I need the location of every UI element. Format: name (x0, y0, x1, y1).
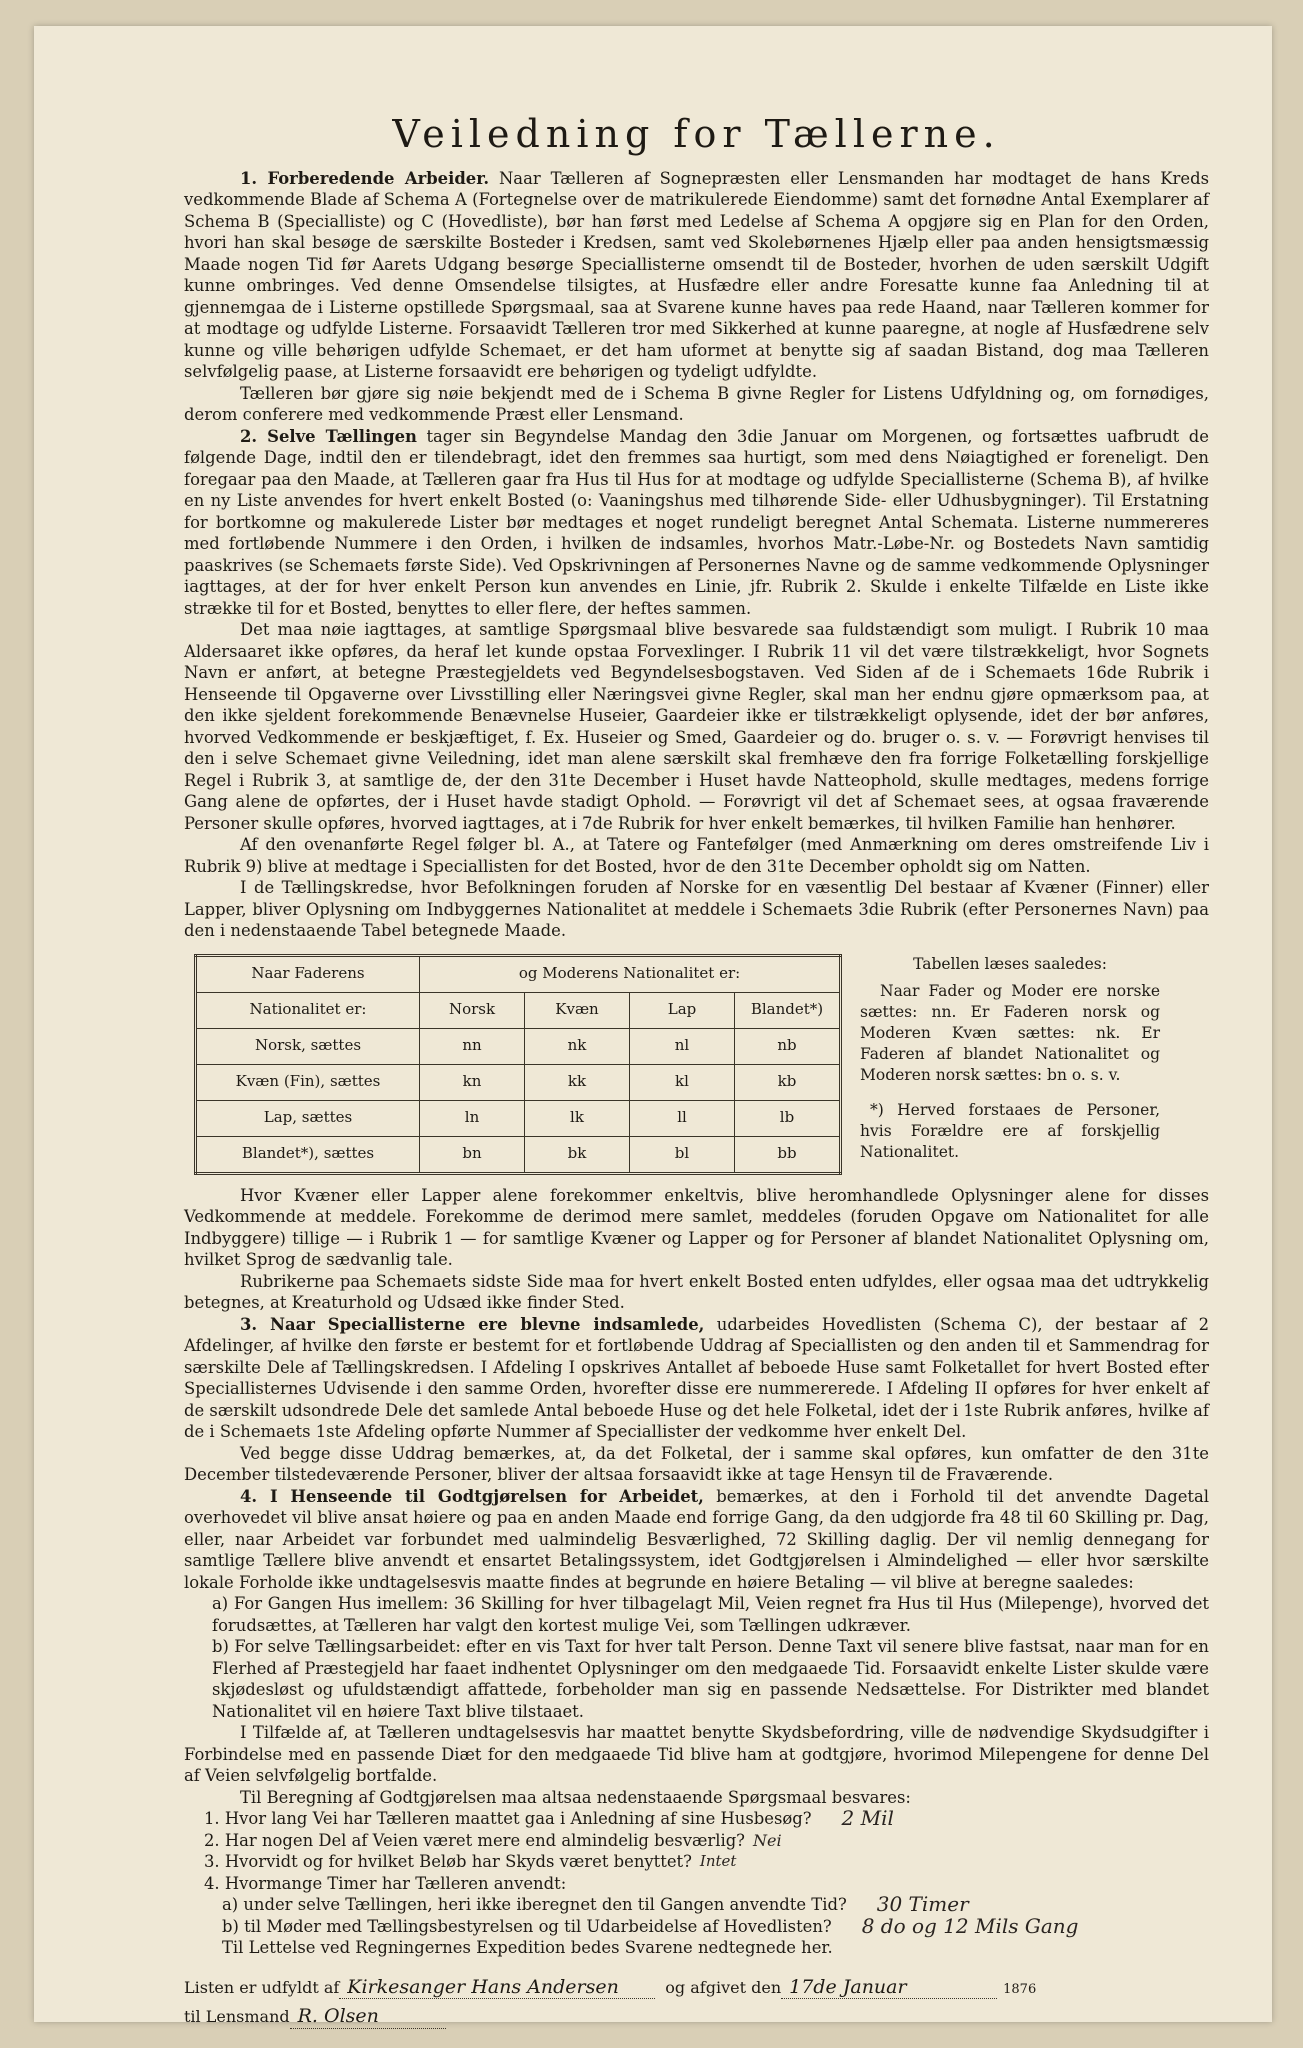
table-cell: bl (630, 1136, 735, 1173)
table-cell: bk (525, 1136, 630, 1173)
answer-2: Nei (752, 1830, 782, 1850)
question-3 (204, 1851, 1209, 1873)
section-1-paragraph-2: Tælleren bør gjøre sig nøie bekjendt med de i Schema B givne Regler for Listens Udfyldning og, om fornødiges, derom conferere med vedkommende Præst eller Lensmand. (184, 383, 1209, 424)
section-4-item-a: a) For Gangen Hus imellem: 36 Skilling for hver tilbagelagt Mil, Veien regnet fra Hus til Hus (Milepenge), hvorved det forudsættes, at Tælleren har valgt den kortest mulige Vei, som Tællingen udkræver. (212, 1594, 1209, 1635)
section-1-text: Naar Tælleren af Sognepræsten eller Lensmanden har modtaget de hans Kreds vedkommende Blade af Schema A (Fortegnelse over de matrikulerede Eiendomme) samt det fornødne Antal Exemplarer af Schema B (Specialliste) og C (Hovedliste), bør han først med Ledelse af Schema A opgjøre sig en Plan for den Orden, hvori han skal besøge de særskilte Bosteder i Kredsen, samt ved Skolebørnenes Hjælp eller paa anden hensigtsmæssig Maade nogen Tid før Aarets Udgang besørge Speciallisterne omsendt til de Bosteder, hvorhen de uden særskilt Udgift kunne ombringes. Ved denne Omsendelse tilsigtes, at Husfædre eller andre Foresatte kunne faa Anledning til at gjennemgaa de i Listerne opstillede Spørgsmaal, saa at Svarene kunne haves paa rede Haand, naar Tælleren kommer for at modtage og udfylde Listerne. Forsaavidt Tælleren tror med Sikkerhed at kunne paaregne, at nogle af Husfædrene selv kunne og ville behørigen udfylde Schemaet, er det ham uformet at benytte sig af saadan Bistand, dog maa Tælleren selvfølgelig paase, at Listerne forsaavidt ere behørigen og tydeligt udfyldte. (184, 168, 1209, 381)
question-1 (204, 1808, 1209, 1830)
nationality-section (194, 954, 1209, 1175)
section-3-text: udarbeides Hovedlisten (Schema C), der bestaar af 2 Afdelinger, af hvilke den første er bestemt for et fortløbende Uddrag af Speciallisten og den anden til et Sammendrag for særskilte Dele af Tællingskredsen. I Afdeling I opskrives Antallet af beboede Huse samt Folketallet for hvert Bosted efter Speciallisternes Udvisende i den samme Orden, hvorefter disse ere nummererede. I Afdeling II opføres for hver enkelt af de særskilt udsondrede Dele det samlede Antal beboede Huse og det hele Folketal, idet der i 1ste Rubrik anføres, hvilke af de i Schemaets 1ste Afdeling opførte Nummer af Speciallister der vedkomme hver enkelt Del. (184, 1314, 1209, 1441)
question-list (204, 1808, 1209, 1959)
table-cell: nb (735, 1028, 841, 1064)
filled-by-name: Kirkesanger Hans Andersen (339, 1977, 655, 2000)
question-text: 3. Hvorvidt og for hvilket Beløb har Skyds været benyttet? (204, 1852, 692, 1871)
date-label: og afgivet den (665, 1977, 782, 1997)
col-header: Blandet*) (735, 992, 841, 1028)
section-4-paragraph-3: Til Beregning af Godtgjørelsen maa altsaa nedenstaaende Spørgsmaal besvares: (240, 1787, 911, 1807)
table-cell: lb (735, 1100, 841, 1136)
answer-3: Intet (699, 1852, 737, 1870)
nationality-table (194, 954, 842, 1175)
section-2-paragraph-2: Det maa nøie iagttages, at samtlige Spørgsmaal blive besvarede saa fuldstændigt som muligt. I Rubrik 10 maa Aldersaaret ikke opføres, da heraf let kunde opstaa Forvexlinger. I Rubrik 11 vil det være tilstrækkeligt, hvor Sognets Navn er anført, at betegne Præstegjeldets ved Begyndelsesbogstaven. Ved Siden af de i Schemaets 16de Rubrik i Henseende til Opgaverne over Livsstilling eller Næringsvei givne Regler, skal man her endnu gjøre opmærksom paa, at den ikke sjeldent forekommende Benævnelse Huseier, Gaardeier ikke er tilstrækkeligt oplysende, idet der bør anføres, hvorved Vedkommende er beskjæftiget, f. Ex. Huseier og Smed, Gaardeier og do. bruger o. s. v. — Forøvrigt henvises til den i selve Schemaet givne Veiledning, idet man alene særskilt skal fremhæve den fra forrige Folketælling forskjellige Regel i Rubrik 3, at samtlige de, der den 31te December i Huset havde Natteophold, skulle medtages, medens forrige Gang alene de opførtes, der i Huset havde stadigt Ophold. — Forøvrigt vil det af Schemaet sees, at ogsaa fraværende Personer skulle opføres, hvorved iagttages, at i 7de Rubrik for hver enkelt bemærkes, til hvilken Familie han henhører. (184, 620, 1209, 833)
answer-4b: 8 do og 12 Mils Gang (861, 1913, 1079, 1938)
section-1 (184, 168, 1209, 383)
table-row (196, 1028, 841, 1064)
table-cell: ll (630, 1100, 735, 1136)
section-3-heading: 3. Naar Speciallisterne ere blevne indsamlede, (240, 1314, 705, 1334)
year: 1876 (1003, 1981, 1037, 1997)
header-father-1: Naar Faderens (196, 955, 420, 992)
table-legend (860, 954, 1160, 1175)
section-3 (184, 1314, 1209, 1443)
section-2-paragraph-6: Rubrikerne paa Schemaets sidste Side maa for hvert enkelt Bosted enten udfyldes, eller ogsaa maa det udtrykkelig betegnes, at Kreaturhold og Udsæd ikke finder Sted. (184, 1271, 1209, 1312)
section-2-heading: 2. Selve Tællingen (240, 426, 417, 446)
table-row (196, 1064, 841, 1100)
section-4-paragraph-2: I Tilfælde af, at Tælleren undtagelsesvis har maattet benytte Skydsbefordring, ville de nødvendige Skydsudgifter i Forbindelse med en passende Diæt for den medgaaede Tid blive ham at godtgjøre, hvorimod Milepengene for denne Del af Veien selvfølgelig bortfalde. (184, 1723, 1209, 1785)
row-label: Norsk, sættes (196, 1028, 420, 1064)
lensmand-label: til Lensmand (184, 2007, 290, 2026)
instructions-text (184, 96, 1209, 2029)
question-text: 2. Har nogen Del af Veien været mere end almindelig besværlig? (204, 1830, 745, 1850)
table-cell: kn (420, 1064, 525, 1100)
question-text: 1. Hvor lang Vei har Tælleren maattet gaa i Anledning af sine Husbesøg? (204, 1809, 812, 1828)
table-cell: nk (525, 1028, 630, 1064)
section-2-paragraph-5: Hvor Kvæner eller Lapper alene forekommer enkeltvis, blive heromhandlede Oplysninger alene for disses Vedkommende at meddele. Forekomme de derimod mere samlet, meddeles (foruden Opgave om Nationalitet for alle Indbyggere) tillige — i Rubrik 1 — for samtlige Kvæner og Lapper og for Personer af blandet Nationalitet Oplysning om, hvilket Sprog de sædvanlig tale. (184, 1185, 1209, 1269)
col-header: Norsk (420, 992, 525, 1028)
legend-footnote: *) Herved forstaaes de Personer, hvis Forældre ere af forskjellig Nationalitet. (860, 1100, 1160, 1161)
table-row (196, 1100, 841, 1136)
page-title: Veiledning for Tællerne. (392, 112, 1001, 156)
table-cell: nn (420, 1028, 525, 1064)
filled-by-label: Listen er udfyldt af (184, 1977, 340, 1997)
header-mother: og Moderens Nationalitet er: (420, 955, 841, 992)
answer-1: 2 Mil (841, 1806, 894, 1830)
table-cell: kk (525, 1064, 630, 1100)
question-text: a) under selve Tællingen, heri ikke iberegnet den til Gangen anvendte Tid? (222, 1895, 847, 1914)
question-4 (204, 1873, 1209, 1895)
header-father-2: Nationalitet er: (196, 992, 420, 1028)
section-3-paragraph-2: Ved begge disse Uddrag bemærkes, at, da det Folketal, der i samme skal opføres, kun omfatter de den 31te December tilstedeværende Personer, bliver der altsaa forsaavidt ikke at tage Hensyn til de Fraværende. (184, 1443, 1209, 1484)
question-text: b) til Møder med Tællingsbestyrelsen og til Udarbeidelse af Hovedlisten? (222, 1916, 832, 1936)
closing-note (222, 1937, 1209, 1959)
section-4 (184, 1486, 1209, 1594)
col-header: Kvæn (525, 992, 630, 1028)
table-cell: lk (525, 1100, 630, 1136)
row-label: Lap, sættes (196, 1100, 420, 1136)
legend-text: Naar Fader og Moder ere norske sættes: nn. Er Faderen norsk og Moderen Kvæn sættes: nk. Er Faderen af blandet Nationalitet og Moderen norsk sættes: bn o. s. v. (860, 981, 1160, 1084)
table-cell: kl (630, 1064, 735, 1100)
question-2 (204, 1830, 1209, 1852)
table-cell: kb (735, 1064, 841, 1100)
table-row (196, 1136, 841, 1173)
table-cell: ln (420, 1100, 525, 1136)
col-header: Lap (630, 992, 735, 1028)
legend-heading: Tabellen læses saaledes: (913, 954, 1107, 973)
date-value: 17de Januar (781, 1977, 997, 2000)
section-1-heading: 1. Forberedende Arbeider. (240, 168, 490, 188)
row-label: Kvæn (Fin), sættes (196, 1064, 420, 1100)
section-2 (184, 426, 1209, 620)
section-4-heading: 4. I Henseende til Godtgjørelsen for Arbeidet, (240, 1486, 704, 1506)
answer-4a: 30 Timer (876, 1892, 969, 1916)
table-cell: bn (420, 1136, 525, 1173)
section-2-text: tager sin Begyndelse Mandag den 3die Januar om Morgenen, og fortsættes uafbrudt de følgende Dage, indtil den er tilendebragt, idet den fremmes saa hurtigt, som med dens Nøiagtighed er foreneligt. Den foregaar paa den Maade, at Tælleren gaar fra Hus til Hus for at modtage og udfylde Speciallisterne (Schema B), af hvilke en ny Liste anvendes for hvert enkelt Bosted (o: Vaaningshus med tilhørende Side- eller Udhusbygninger). Til Erstatning for bortkomne og makulerede Lister bør medtages et noget rundeligt beregnet Antal Schemata. Listerne nummereres med fortløbende Nummere i den Orden, i hvilken de indsamles, hvorhos Matr.-Løbe-Nr. og Bostedets Navn samtidig paaskrives (se Schemaets første Side). Ved Opskrivningen af Personernes Navne og de samme vedkommende Oplysninger iagttages, at der for hver enkelt Person kun anvendes en Linie, jfr. Rubrik 2. Skulde i enkelte Tilfælde en Liste ikke strække til for et Bosted, benyttes to eller flere, der heftes sammen. (184, 426, 1209, 618)
bleed-through-text (64, 96, 69, 111)
table-cell: bb (735, 1136, 841, 1173)
lensmand-name: R. Olsen (290, 2006, 446, 2029)
signature-line (184, 1977, 1209, 2001)
section-4-item-b: b) For selve Tællingsarbeidet: efter en vis Taxt for hver talt Person. Denne Taxt vil senere blive fastsat, naar man for en Flerhed af Præstegjeld har faaet indhentet Oplysninger om den medgaaede Tid. Forsaavidt enkelte Lister skulde være skjødesløst og ufuldstændigt affattede, forbeholder man sig en passende Nedsættelse. For Distrikter med blandet Nationalitet vil en høiere Taxt blive tilstaaet. (212, 1637, 1209, 1721)
section-2-paragraph-3: Af den ovenanførte Regel følger bl. A., at Tatere og Fantefølger (med Anmærkning om deres omstreifende Liv i Rubrik 9) blive at medtage i Speciallisten for det Bosted, hvor de den 31te December opholdt sig om Natten. (184, 835, 1209, 876)
section-4-text: bemærkes, at den i Forhold til det anvendte Dagetal overhovedet vil blive ansat høiere og paa en anden Maade end forrige Gang, da den udgjorde fra 48 til 60 Skilling pr. Dag, eller, naar Arbeidet var forbundet med ualmindelig Besværlighed, 72 Skilling daglig. Der vil nemlig dennegang for samtlige Tællere blive anvendt et ensartet Betalingssystem, idet Godtgjørelsen i Almindelighed — eller hvor særskilte lokale Forholde ikke undtagelsesvis maatte findes at begrunde en høiere Betaling — vil blive at beregne saaledes: (184, 1486, 1210, 1592)
row-label: Blandet*), sættes (196, 1136, 420, 1173)
closing-text: Til Lettelse ved Regningernes Expedition bedes Svarene nedtegnede her. (222, 1938, 833, 1957)
question-4a (222, 1894, 1209, 1916)
section-2-paragraph-4: I de Tællingskredse, hvor Befolkningen foruden af Norske for en væsentlig Del bestaar af Kvæner (Finner) eller Lapper, bliver Oplysning om Indbyggernes Nationalitet at meddele i Schemaets 3die Rubrik (efter Personernes Navn) paa den i nedenstaaende Tabel betegnede Maade. (184, 878, 1209, 940)
lensmand-line (184, 2006, 1209, 2029)
table-cell: nl (630, 1028, 735, 1064)
question-4b (222, 1913, 1209, 1938)
question-text: 4. Hvormange Timer har Tælleren anvendt: (204, 1873, 567, 1893)
document-page (34, 26, 1272, 2027)
